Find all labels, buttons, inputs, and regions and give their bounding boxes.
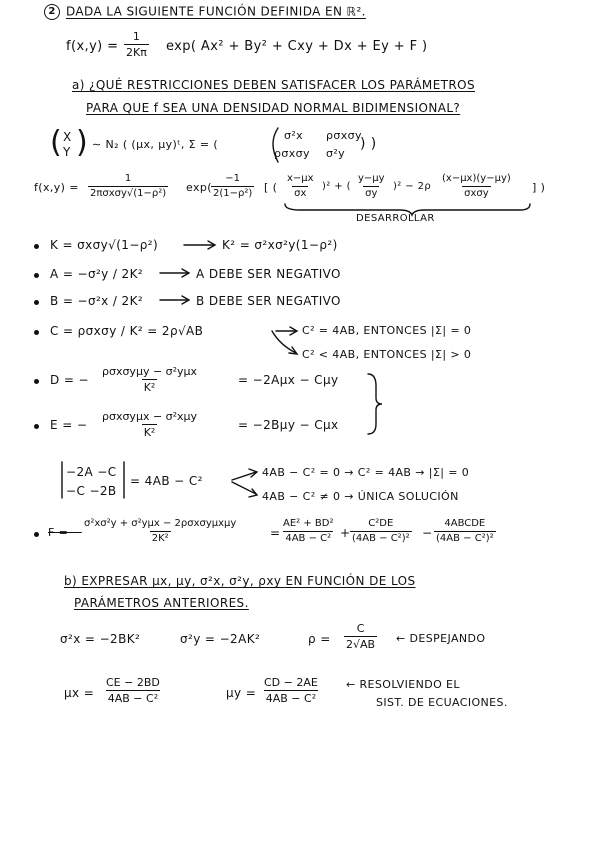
c-case2: C² < 4AB, ENTONCES |Σ| > 0 — [302, 348, 472, 361]
bullet-k — [34, 244, 39, 249]
fxy-exp: exp( Ax² + By² + Cxy + Dx + Ey + F ) — [166, 39, 428, 54]
density-term1 — [285, 173, 316, 200]
vector-distribution: ∼ N₂ ( (μx, μy)ᵗ, Σ = ( — [92, 138, 219, 151]
fxy-fraction — [124, 30, 149, 59]
f-den1: 2K² — [151, 533, 169, 544]
d-fraction — [100, 365, 199, 394]
density-frac1-num: 1 — [124, 173, 132, 184]
f-num1: σ²xσ²y + σ²yμx − 2ρσxσyμxμy — [84, 518, 237, 529]
fxy-den: 2Kπ — [126, 46, 147, 59]
density-t1-den: σx — [294, 188, 307, 199]
density-brace-label: DESARROLLAR — [356, 213, 435, 224]
bullet-c — [34, 330, 39, 335]
e-lhs: E = − — [50, 418, 88, 432]
density-term3 — [440, 173, 513, 200]
rho-den: 2√AB — [346, 638, 376, 651]
rho-lhs: ρ = — [308, 632, 331, 646]
b-rhs: B DEBE SER NEGATIVO — [196, 294, 341, 308]
f-num4: 4ABCDE — [444, 518, 486, 529]
k-lhs: K = σxσy√(1−ρ²) — [50, 238, 159, 252]
mux-den: 4AB − C² — [107, 692, 159, 705]
f-den4: (4AB − C²)² — [436, 533, 494, 544]
bullet-b — [34, 300, 39, 305]
det-case2: 4AB − C² ≠ 0 → ÚNICA SOLUCIÓN — [262, 490, 459, 503]
mux-fraction — [104, 676, 162, 705]
vector-open-paren: ( — [50, 125, 63, 160]
e-den: K² — [143, 426, 156, 439]
muy-lhs: μy = — [226, 686, 257, 700]
d-den: K² — [143, 381, 156, 394]
density-frac2-den: 2(1−ρ²) — [213, 188, 253, 199]
part-a-line2: PARA QUE f SEA UNA DENSIDAD NORMAL BIDIMENSIONAL? — [86, 101, 461, 115]
f-frac4 — [434, 518, 496, 545]
bullet-f — [34, 532, 39, 537]
exercise-header — [44, 4, 366, 20]
density-t3-num: (x−μx)(y−μy) — [442, 173, 511, 184]
mux-num: CE − 2BD — [106, 676, 160, 689]
f-minus: − — [422, 526, 433, 540]
density-sq2: )² − 2ρ — [393, 181, 432, 192]
f-num3: C²DE — [368, 518, 394, 529]
muy-fraction — [262, 676, 320, 705]
f-frac2 — [281, 518, 335, 545]
density-sq1: )² + ( — [322, 181, 351, 192]
d-rhs: = −2Aμx − Cμy — [238, 373, 339, 387]
rho-note: ← DESPEJANDO — [396, 632, 486, 645]
density-t1-num: x−μx — [287, 173, 314, 184]
density-t3-den: σxσy — [464, 188, 489, 199]
density-t2-den: σy — [365, 188, 378, 199]
sigma-x-result: σ²x = −2BK² — [60, 632, 141, 646]
rho-fraction — [344, 622, 377, 651]
det-row1: −2A −C — [66, 465, 117, 479]
density-open: [ ( — [264, 181, 278, 194]
vector-top: X — [63, 130, 72, 144]
density-frac2 — [211, 173, 254, 200]
mux-lhs: μx = — [64, 686, 95, 700]
f-eq: = — [270, 526, 281, 540]
bullet-d — [34, 379, 39, 384]
det-case1: 4AB − C² = 0 → C² = 4AB → |Σ| = 0 — [262, 466, 470, 479]
e-fraction — [100, 410, 199, 439]
det-arrow-1 — [232, 472, 256, 480]
b-lhs: B = −σ²x / 2K² — [50, 294, 144, 308]
vector-close-paren: ) — [76, 125, 89, 160]
part-b-line1: b) EXPRESAR μx, μy, σ²x, σ²y, ρxy EN FUNCIÓN DE LOS — [64, 574, 416, 588]
det-equals: = 4AB − C² — [130, 474, 203, 488]
f-frac1 — [82, 518, 238, 545]
c-case1: C² = 4AB, ENTONCES |Σ| = 0 — [302, 324, 472, 337]
density-frac1 — [88, 173, 168, 200]
sigma-m12: ρσxσy — [326, 129, 362, 142]
arrow-c-2 — [272, 331, 296, 353]
k-rhs: K² = σ²xσ²y(1−ρ²) — [222, 238, 338, 252]
c-lhs: C = ρσxσy / K² = 2ρ√AB — [50, 324, 204, 338]
sigma-close: ) ) — [360, 136, 377, 152]
bullet-e — [34, 424, 39, 429]
d-lhs: D = − — [50, 373, 89, 387]
rho-num: C — [356, 622, 365, 635]
d-num: ρσxσyμy − σ²yμx — [102, 365, 198, 378]
f-lhs — [48, 526, 82, 539]
bullet-a — [34, 273, 39, 278]
sigma-m11: σ²x — [284, 129, 304, 142]
a-lhs: A = −σ²y / 2K² — [50, 267, 144, 281]
f-den2: 4AB − C² — [285, 533, 332, 544]
density-close: ] ) — [532, 181, 546, 194]
density-frac1-den: 2πσxσy√(1−ρ²) — [90, 188, 167, 199]
fxy-left: f(x,y) = — [66, 39, 119, 54]
f-frac3 — [350, 518, 412, 545]
d-e-brace — [368, 374, 382, 434]
sigma-m22: σ²y — [326, 147, 346, 160]
density-frac2-num: −1 — [225, 173, 240, 184]
part-b-line2: PARÁMETROS ANTERIORES. — [74, 596, 249, 610]
solve-note-1: ← RESOLVIENDO EL — [346, 678, 460, 691]
muy-den: 4AB − C² — [265, 692, 317, 705]
e-num: ρσxσyμx − σ²xμy — [102, 410, 198, 423]
f-plus: + — [340, 526, 351, 540]
f-den3: (4AB − C²)² — [352, 533, 410, 544]
f-lhs-text: F = − — [48, 526, 82, 539]
muy-num: CD − 2AE — [264, 676, 318, 689]
exercise-statement: DADA LA SIGUIENTE FUNCIÓN DEFINIDA EN ℝ². — [66, 4, 366, 19]
part-a-line1: a) ¿QUÉ RESTRICCIONES DEBEN SATISFACER LOS PARÁMETROS — [72, 78, 476, 92]
exercise-number: 2 — [44, 4, 60, 20]
vector-bottom: Y — [63, 145, 71, 159]
sigma-m21: ρσxσy — [274, 147, 310, 160]
det-row2: −C −2B — [66, 484, 117, 498]
f-num2: AE² + BD² — [283, 518, 334, 529]
a-rhs: A DEBE SER NEGATIVO — [196, 267, 341, 281]
fxy-num: 1 — [132, 30, 140, 43]
density-t2-num: y−μy — [358, 173, 385, 184]
density-left: f(x,y) = — [34, 181, 79, 194]
density-term2 — [356, 173, 387, 200]
density-exp: exp( — [186, 181, 212, 194]
e-rhs: = −2Bμy − Cμx — [238, 418, 339, 432]
det-arrow-2 — [232, 482, 256, 494]
sigma-y-result: σ²y = −2AK² — [180, 632, 261, 646]
solve-note-2: SIST. DE ECUACIONES. — [376, 696, 508, 709]
